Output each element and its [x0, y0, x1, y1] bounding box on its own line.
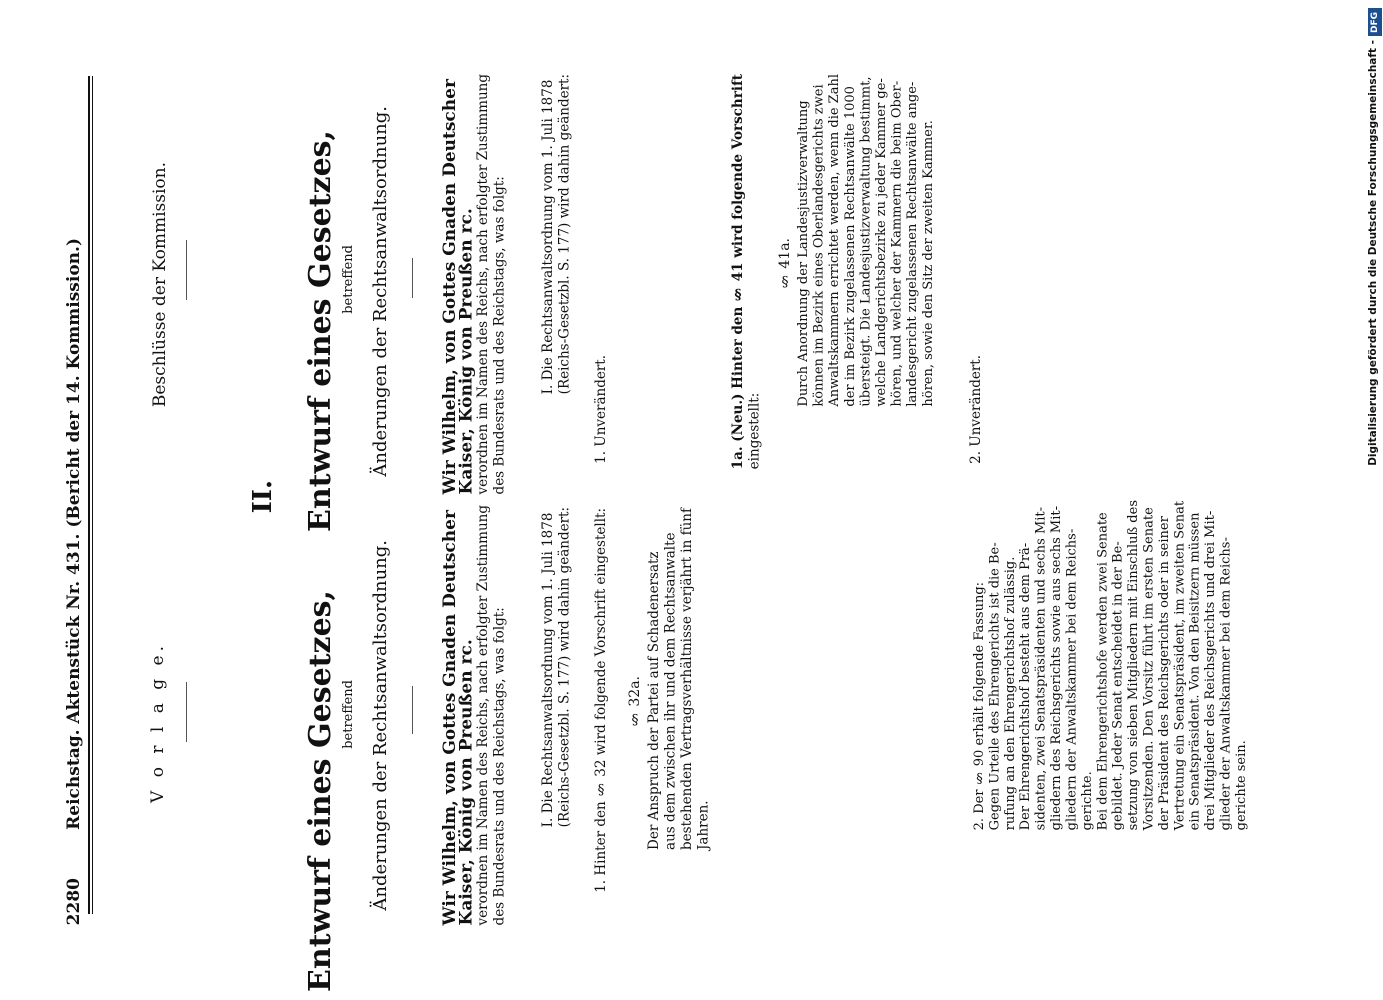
item-line: 2. Unverändert.: [968, 355, 984, 464]
right-item-2: [968, 355, 985, 464]
digitization-note: Digitalisierung gefördert durch die Deutsche Forschungsgemeinschaft -: [1367, 40, 1379, 466]
item-line: 1. Hinter den § 32 wird folgende Vorschrift eingestellt:: [593, 508, 609, 893]
paragraph-line: bestehenden Vertragsverhältnisse verjährt in fünf: [679, 508, 695, 850]
item-line: gliedern des Reichsgerichts sowie aus sechs Mit-: [1049, 505, 1065, 831]
divider: [412, 686, 413, 734]
paragraph-line: landesgericht zugelassenen Rechtsanwälte ange-: [905, 81, 921, 407]
page-number: 2280: [64, 878, 84, 926]
page-header-title: Reichstag. Aktenstück Nr. 431. (Bericht der 14. Kommission.): [64, 238, 84, 830]
item-line: rufung an den Ehrengerichtshof zulässig.: [1002, 556, 1018, 831]
draft-subject: Änderungen der Rechtsanwaltsordnung.: [370, 540, 391, 911]
article-line: (Reichs-Gesetzbl. S. 177) wird dahin geändert:: [556, 507, 573, 828]
paragraph-line: welche Landgerichtsbezirke zu jeder Kammer ge-: [873, 78, 889, 407]
item-line: eingestellt:: [746, 392, 763, 470]
left-article: [540, 507, 573, 827]
item-line: gerichte sein.: [1233, 740, 1249, 831]
paragraph-line: hören, und welcher der Kammern die beim Ober-: [889, 80, 905, 407]
item-line: Bei dem Ehrengerichtshofe werden zwei Senate: [1095, 512, 1111, 831]
item-line: 1. Unverändert.: [593, 355, 609, 464]
right-preamble: [442, 74, 508, 494]
preamble-line: Kaiser, König von Preußen rc.: [456, 639, 477, 926]
item-line: sidenten, zwei Senatspräsidenten und sechs Mit-: [1033, 506, 1049, 831]
item-line: der Präsident des Reichsgerichts oder in seiner: [1156, 516, 1172, 831]
right-paragraph-41a: [796, 74, 936, 407]
paragraph-line: übersteigt. Die Landesjustizverwaltung bestimmt,: [858, 76, 874, 407]
article-line: I. Die Rechtsanwaltsordnung vom 1. Juli 1878: [540, 79, 556, 395]
divider: [186, 240, 187, 300]
draft-subject: Änderungen der Rechtsanwaltsordnung.: [370, 106, 391, 477]
left-item-1: [593, 508, 610, 893]
item-line: Vertretung ein Senatspräsident, im zweiten Senat: [1172, 500, 1188, 831]
article-line: (Reichs-Gesetzbl. S. 177) wird dahin geändert:: [556, 74, 573, 395]
paragraph-label: § 41a.: [777, 238, 793, 290]
item-line: Gegen Urteile des Ehrengerichts ist die Be-: [987, 542, 1003, 831]
paragraph-line: aus dem zwischen ihr und dem Rechtsanwalte: [662, 532, 679, 850]
item-line: drei Mitglieder des Reichsgerichts und drei Mit-: [1203, 510, 1219, 831]
article-line: I. Die Rechtsanwaltsordnung vom 1. Juli 1878: [540, 512, 556, 828]
header-rule: [88, 76, 90, 914]
item-line: ein Senatspräsident. Von den Beisitzern müssen: [1187, 512, 1203, 831]
item-line: gebildet. Jeder Senat entscheidet in der Be-: [1110, 541, 1126, 831]
kommission-heading: Beschlüsse der Kommission.: [150, 162, 170, 408]
roman-numeral: II.: [248, 480, 278, 514]
right-item-1: [593, 355, 610, 464]
item-line: gliedern der Anwaltskammer bei dem Reichs-: [1064, 528, 1080, 831]
item-line: Der Ehrengerichtshof besteht aus dem Prä-: [1018, 542, 1034, 831]
item-line: gerichte.: [1079, 771, 1095, 831]
paragraph-line: Durch Anordnung der Landesjustizverwaltung: [796, 100, 811, 407]
preamble-line: verordnen im Namen des Reichs, nach erfolgter Zustimmung: [475, 74, 491, 495]
divider: [412, 258, 413, 298]
right-item-1a: [730, 74, 763, 469]
preamble-line: des Bundesrats und des Reichstags, was folgt:: [491, 176, 508, 495]
left-item-2: [972, 500, 1249, 830]
betreffend-label: betreffend: [341, 680, 356, 749]
paragraph-line: Jahren.: [695, 800, 712, 850]
right-article: [540, 74, 573, 394]
paragraph-line: können im Bezirk eines Oberlandesgerichts zwei: [811, 84, 827, 407]
preamble-line: verordnen im Namen des Reichs, nach erfolgter Zustimmung: [475, 505, 491, 926]
item-line: 2. Der § 90 erhält folgende Fassung:: [972, 581, 987, 831]
preamble-line: Kaiser, König von Preußen rc.: [456, 208, 477, 495]
preamble-line: Wir Wilhelm, von Gottes Gnaden Deutscher: [440, 79, 460, 495]
vorlage-heading: V o r l a g e.: [148, 642, 168, 803]
draft-title: Entwurf eines Gesetzes,: [303, 590, 338, 993]
paragraph-line: Der Anspruch der Partei auf Schadenersatz: [646, 551, 662, 850]
preamble-line: des Bundesrats und des Reichstags, was folgt:: [491, 607, 508, 926]
paragraph-label: § 32a.: [627, 676, 643, 728]
betreffend-label: betreffend: [341, 245, 356, 314]
item-line: Vorsitzenden. Den Vorsitz führt im ersten Senate: [1141, 507, 1157, 831]
header-rule-thin: [92, 76, 93, 914]
item-line: 1a. (Neu.) Hinter den § 41 wird folgende Vorschrift: [730, 74, 746, 470]
paragraph-line: Anwaltskammern errichtet werden, wenn die Zahl: [827, 74, 843, 407]
item-line: glieder der Anwaltskammer bei dem Reichs-: [1218, 537, 1234, 831]
dfg-logo: DFG: [1368, 8, 1382, 36]
left-paragraph-32a: [646, 508, 712, 850]
draft-title: Entwurf eines Gesetzes,: [303, 130, 338, 533]
item-line: setzung von sieben Mitgliedern mit Einschluß des: [1126, 500, 1142, 831]
left-preamble: [442, 505, 508, 925]
paragraph-line: hören, sowie den Sitz der zweiten Kammer.: [920, 120, 936, 407]
paragraph-line: der im Bezirk zugelassenen Rechtsanwälte 1000: [842, 86, 858, 407]
preamble-line: Wir Wilhelm, von Gottes Gnaden Deutscher: [440, 510, 460, 926]
divider: [186, 682, 187, 742]
